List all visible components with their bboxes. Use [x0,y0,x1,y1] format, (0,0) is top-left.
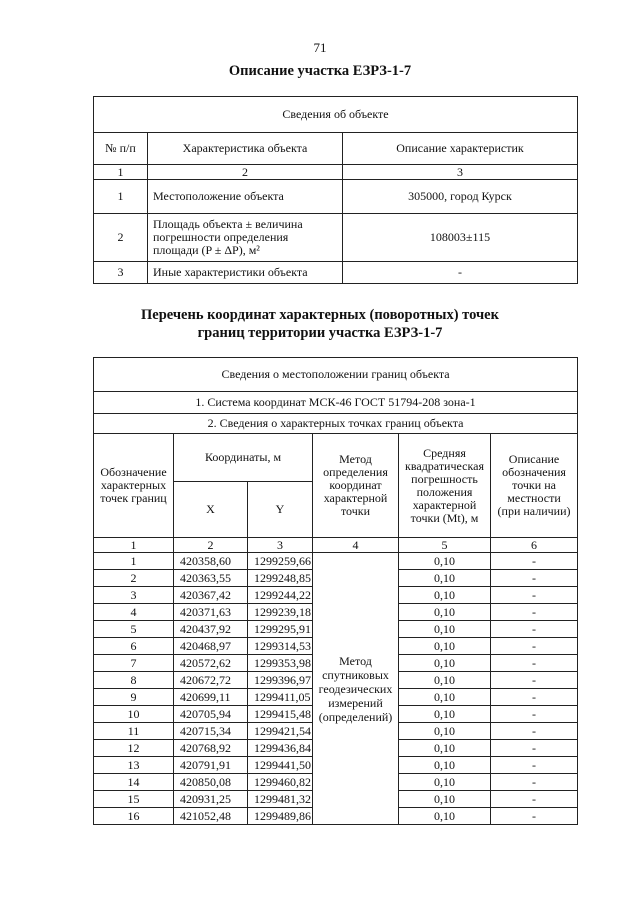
col-number: 1 [94,538,174,553]
row-name-line: площади (P ± ΔP), м² [153,243,260,257]
row-num: 3 [94,262,148,284]
coord-y: 1299421,54 [248,723,313,740]
col-header-y: Y [248,482,313,538]
coord-x: 420367,42 [174,587,248,604]
coord-y: 1299396,97 [248,672,313,689]
point-error: 0,10 [399,808,491,825]
row-name-line: Площадь объекта ± величина [153,217,303,231]
coord-x: 420931,25 [174,791,248,808]
coord-y: 1299244,22 [248,587,313,604]
table-row [94,262,578,284]
col-number: 2 [148,165,343,180]
point-desc: - [491,570,578,587]
point-number: 9 [94,689,174,706]
header-line: квадратическая [405,458,484,473]
coordinates-title [0,306,640,342]
row-name: Местоположение объекта [148,180,343,214]
col-header-x: X [174,482,248,538]
point-error: 0,10 [399,740,491,757]
coord-y: 1299314,53 [248,638,313,655]
coord-y: 1299248,85 [248,570,313,587]
header-line: положения [416,484,473,499]
header-line: характерной [323,491,388,505]
coord-y: 1299481,32 [248,791,313,808]
coordinates-header-3: 2. Сведения о характерных точках границ объекта [94,414,578,434]
point-desc: - [491,672,578,689]
coord-y: 1299295,91 [248,621,313,638]
coord-x: 420672,72 [174,672,248,689]
point-number: 15 [94,791,174,808]
col-number: 4 [313,538,399,553]
col-header-coords: Координаты, м [174,434,313,482]
coordinates-table [93,357,578,825]
col-number: 5 [399,538,491,553]
point-number: 10 [94,706,174,723]
header-line: местности [507,491,561,505]
col-header-method [313,434,399,538]
header-line: точки на [512,478,556,492]
point-desc: - [491,621,578,638]
coordinates-title-line: границ территории участка ЕЗРЗ-1-7 [197,325,443,341]
coord-x: 420363,55 [174,570,248,587]
point-error: 0,10 [399,587,491,604]
header-line: Описание [508,452,560,466]
point-number: 1 [94,553,174,570]
point-error: 0,10 [399,757,491,774]
row-value: 305000, город Курск [343,180,578,214]
point-desc: - [491,553,578,570]
coord-x: 420791,91 [174,757,248,774]
method-line: (определений) [318,709,393,724]
col-number: 3 [248,538,313,553]
object-info-table [93,96,578,284]
header-line: Обозначение [100,465,167,479]
point-number: 5 [94,621,174,638]
point-desc: - [491,723,578,740]
point-number: 2 [94,570,174,587]
header-line: обозначения [502,465,566,479]
coord-x: 420705,94 [174,706,248,723]
col-header-num: № п/п [94,133,148,165]
row-num: 2 [94,214,148,262]
point-number: 8 [94,672,174,689]
method-cell [313,553,399,825]
header-line: (при наличии) [497,504,571,518]
coord-x: 420358,60 [174,553,248,570]
point-error: 0,10 [399,570,491,587]
page-number: 71 [313,40,327,55]
coordinates-title-line: Перечень координат характерных (поворотных) точек [141,307,499,323]
coord-y: 1299411,05 [248,689,313,706]
point-error: 0,10 [399,791,491,808]
point-desc: - [491,689,578,706]
method-line: спутниковых [322,667,389,682]
row-name [148,214,343,262]
point-error: 0,10 [399,553,491,570]
point-desc: - [491,655,578,672]
coordinates-header-1: Сведения о местоположении границ объекта [94,358,578,392]
point-number: 12 [94,740,174,757]
header-line: погрешность [411,471,478,486]
header-line: характерной [412,497,477,512]
point-desc: - [491,757,578,774]
col-number: 6 [491,538,578,553]
row-value: 108003±115 [343,214,578,262]
coord-x: 420468,97 [174,638,248,655]
col-header-point [94,434,174,538]
point-number: 6 [94,638,174,655]
header-line: точки [340,504,371,518]
point-desc: - [491,638,578,655]
coord-x: 420850,08 [174,774,248,791]
coord-x: 420437,92 [174,621,248,638]
section-title: Описание участка ЕЗРЗ-1-7 [228,63,412,79]
coordinates-header-2: 1. Система координат МСК-46 ГОСТ 51794-208 зона-1 [94,392,578,414]
coord-y: 1299415,48 [248,706,313,723]
point-error: 0,10 [399,604,491,621]
method-line: Метод [339,653,372,668]
point-error: 0,10 [399,672,491,689]
point-number: 14 [94,774,174,791]
method-line: измерений [328,695,383,710]
coord-y: 1299239,18 [248,604,313,621]
coord-x: 420715,34 [174,723,248,740]
col-number: 3 [343,165,578,180]
header-line: определения [323,465,388,479]
coord-y: 1299441,50 [248,757,313,774]
point-number: 7 [94,655,174,672]
row-value: - [343,262,578,284]
coord-x: 420371,63 [174,604,248,621]
point-number: 11 [94,723,174,740]
coord-x: 420768,92 [174,740,248,757]
header-line: координат [329,478,382,492]
col-number: 2 [174,538,248,553]
col-header-characteristic: Характеристика объекта [148,133,343,165]
header-line: Метод [339,452,372,466]
point-error: 0,10 [399,706,491,723]
point-desc: - [491,604,578,621]
point-error: 0,10 [399,638,491,655]
point-desc: - [491,706,578,723]
coord-x: 421052,48 [174,808,248,825]
table-row [94,214,578,262]
coord-y: 1299259,66 [248,553,313,570]
coord-x: 420699,11 [174,689,248,706]
point-error: 0,10 [399,723,491,740]
point-error: 0,10 [399,689,491,706]
header-line: Средняя [423,445,466,460]
row-name-line: погрешности определения [153,230,289,244]
point-error: 0,10 [399,655,491,672]
point-desc: - [491,774,578,791]
object-info-header: Сведения об объекте [94,97,578,133]
coord-y: 1299460,82 [248,774,313,791]
header-line: характерных [100,478,167,492]
table-row [94,180,578,214]
point-desc: - [491,791,578,808]
point-number: 16 [94,808,174,825]
row-name: Иные характеристики объекта [148,262,343,284]
row-num: 1 [94,180,148,214]
point-error: 0,10 [399,774,491,791]
coord-y: 1299353,98 [248,655,313,672]
point-desc: - [491,808,578,825]
point-desc: - [491,740,578,757]
coord-y: 1299436,84 [248,740,313,757]
col-header-error [399,434,491,538]
point-error: 0,10 [399,621,491,638]
table-row [94,553,578,570]
point-desc: - [491,587,578,604]
coord-x: 420572,62 [174,655,248,672]
point-number: 4 [94,604,174,621]
coord-y: 1299489,86 [248,808,313,825]
point-number: 13 [94,757,174,774]
col-header-description: Описание характеристик [343,133,578,165]
point-number: 3 [94,587,174,604]
method-line: геодезических [318,681,393,696]
header-line: точки (Mt), м [410,510,479,525]
col-number: 1 [94,165,148,180]
header-line: точек границ [100,491,167,505]
col-header-desc [491,434,578,538]
